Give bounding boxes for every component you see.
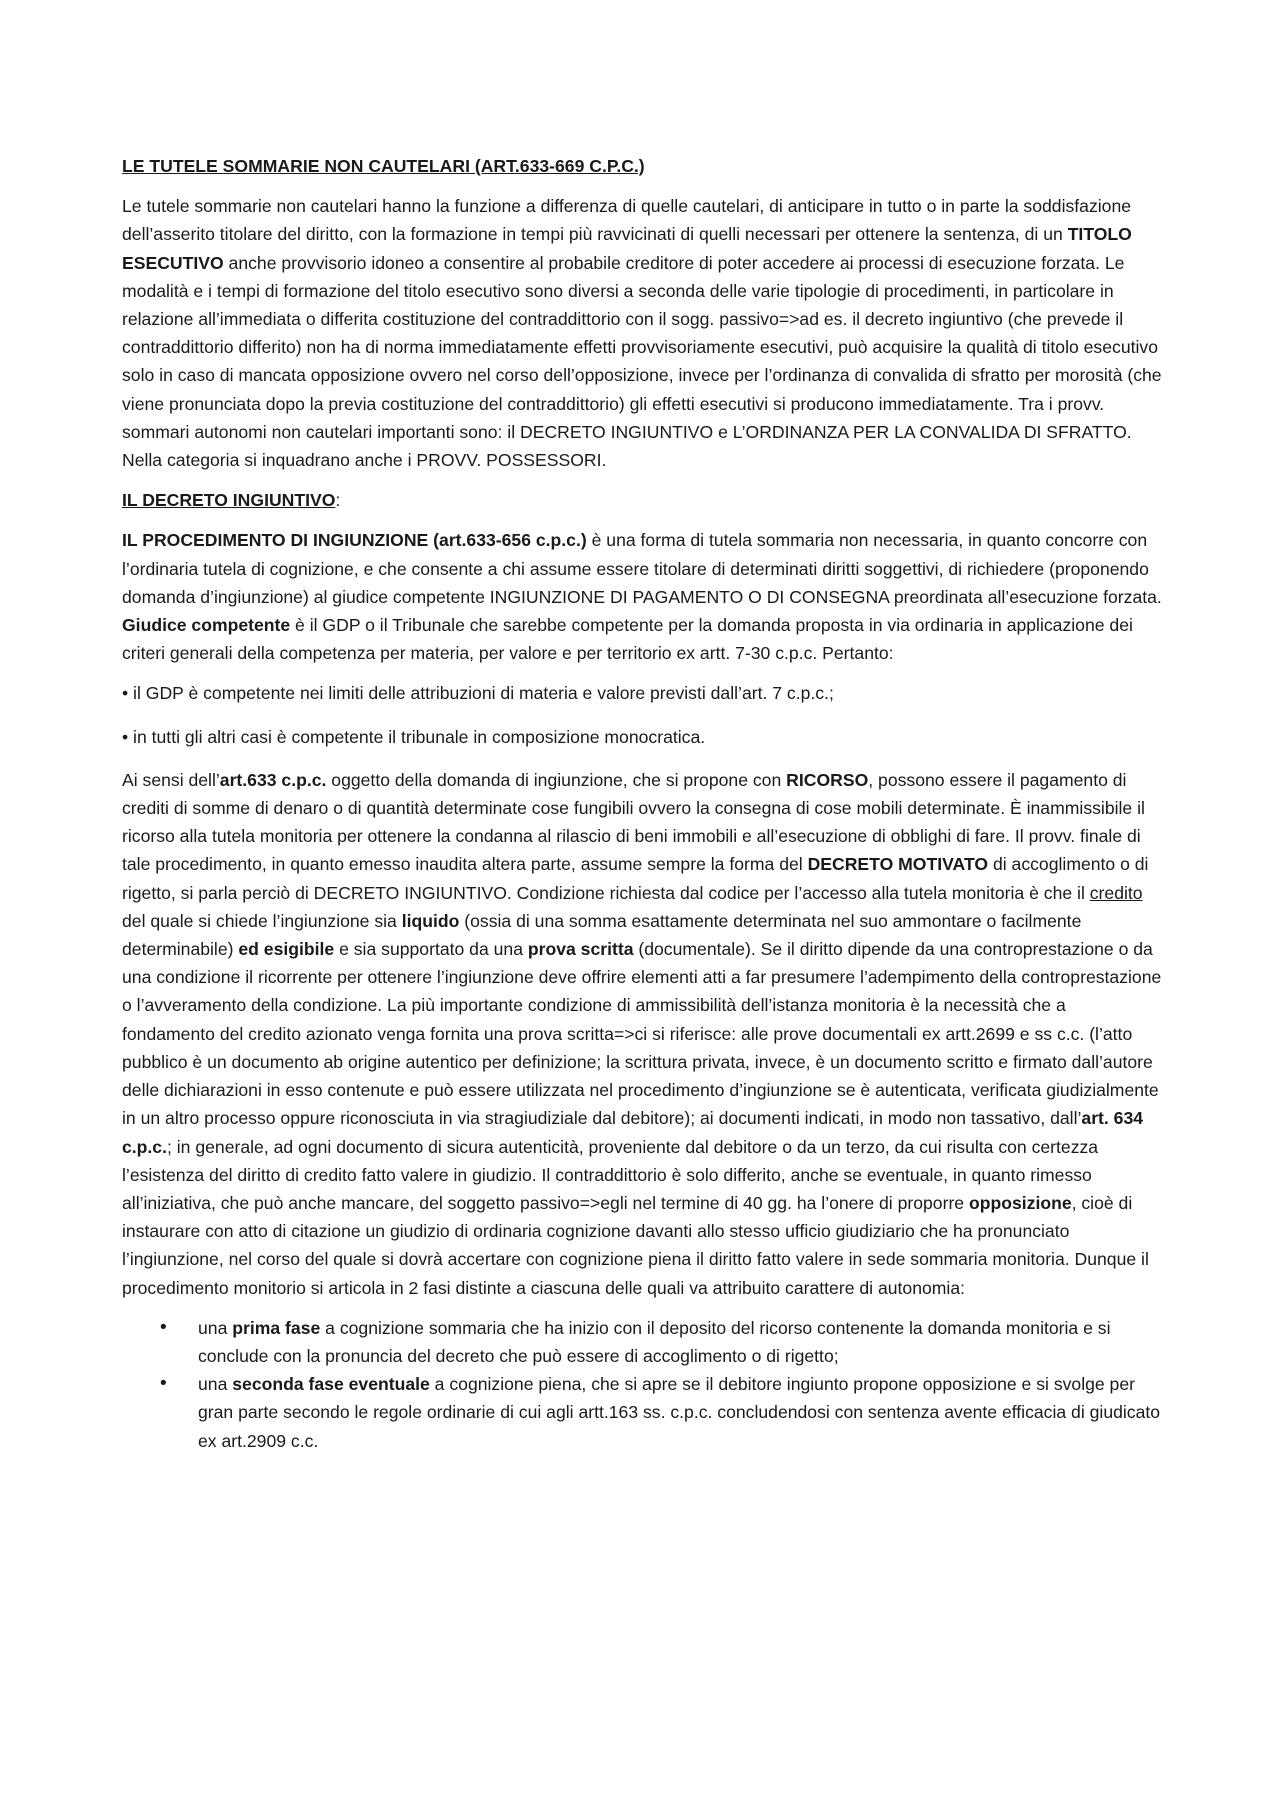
procedimento-paragraph <box>122 526 1162 667</box>
art633-text-9: , cioè di instaurare con atto di citazione un giudizio di ordinaria cognizione davanti allo stesso ufficio giudiziario che ha pronunciato l’ingiunzione, nel corso del quale si dovrà accertare con cognizione piena il diritto fatto valere in sede sommaria monitoria. Dunque il procedimento monitorio si articola in 2 fasi distinte a ciascuna delle quali va attribuito carattere di autonomia: <box>122 1192 1149 1298</box>
art633-text-8: ; in generale, ad ogni documento di sicura autenticità, proveniente dal debitore o da un terzo, da cui risulta con certezza l’esistenza del diritto di credito fatto valere in giudizio. Il contraddittorio è solo differito, anche se eventuale, in quanto rimesso all’iniziativa, che può anche mancare, del soggetto passivo=>egli nel termine di 40 gg. ha l’onere di proporre <box>122 1136 1099 1213</box>
art633-bold-ricorso: RICORSO <box>786 769 869 790</box>
art633-bold-decreto-motivato: DECRETO MOTIVATO <box>807 854 989 875</box>
procedimento-text-2: è il GDP o il Tribunale che sarebbe competente per la domanda proposta in via ordinaria in applicazione dei criteri generali della competenza per materia, per valore e per territorio ex artt. 7-30 c.p.c. Pertanto: <box>122 615 1133 664</box>
phase-first-post: a cognizione sommaria che ha inizio con il deposito del ricorso contenente la domanda monitoria e si conclude con la pronuncia del decreto che può essere di accoglimento o di rigetto; <box>198 1317 1111 1366</box>
phase-second-post: a cognizione piena, che si apre se il debitore ingiunto propone opposizione e si svolge per gran parte secondo le regole ordinarie di cui agli artt.163 ss. c.p.c. concludendosi con sentenza avente efficacia di giudicato ex art.2909 c.c. <box>198 1374 1161 1451</box>
art633-text-2: , possono essere il pagamento di crediti di somme di denaro o di quantità determinate cose fungibili ovvero la consegna di cose mobili determinate. È inammissibile il ricorso alla tutela monitoria per ottenere la condanna al rilascio di beni immobili e all’esecuzione di obblighi di fare. Il provv. finale di tale procedimento, in quanto emesso inaudita altera parte, assume sempre la forma del <box>122 769 1145 875</box>
phase-first-pre: una <box>198 1317 233 1338</box>
art633-text-7: (documentale). Se il diritto dipende da una controprestazione o da una condizione il ricorrente per ottenere l’ingiunzione deve offrire elementi atti a far presumere l’adempimento della controprestazione o l’avveramento della condizione. La più importante condizione di ammissibilità dell’istanza monitoria è la necessità che a fondamento del credito azionato venga fornita una prova scritta=>ci si riferisce: alle prove documentali ex artt.2699 e ss c.c. (l’atto pubblico è un documento ab origine autentico per definizione; la scrittura privata, invece, è un documento scritto e firmato dall’autore delle dichiarazioni in esso contenute e può essere utilizzata nel procedimento d’ingiunzione se è autenticata, verificata giudizialmente in un altro processo oppure riconosciuta in via stragiudiziale dal debitore); ai documenti indicati, in modo non tassativo, dall’ <box>122 939 1162 1129</box>
phase-second-pre: una <box>198 1374 233 1395</box>
competence-bullet-gdp: • il GDP è competente nei limiti delle attribuzioni di materia e valore previsti dall’art. 7 c.p.c.; <box>122 683 834 704</box>
art633-bold-art634: art. 634 c.p.c. <box>122 1108 1144 1157</box>
phase-second-bold: seconda fase eventuale <box>232 1374 430 1395</box>
phase-item-second <box>198 1370 1162 1455</box>
section-heading-text: IL DECRETO INGIUNTIVO <box>122 490 336 511</box>
document-title: LE TUTELE SOMMARIE NON CAUTELARI (ART.633-669 C.P.C.) <box>122 156 645 176</box>
art633-bold-esigibile: ed esigibile <box>238 939 335 960</box>
art633-text-6: e sia supportato da una <box>334 939 528 960</box>
intro-text-2: anche provvisorio idoneo a consentire al probabile creditore di poter accedere ai processi di esecuzione forzata. Le modalità e i tempi di formazione del titolo esecutivo sono diversi a seconda delle varie tipologie di procedimenti, in particolare in relazione all’immediata o differita costituzione del contraddittorio con il sogg. passivo=>ad es. il decreto ingiuntivo (che prevede il contraddittorio differito) non ha di norma immediatamente effetti provvisoriamente esecutivi, può acquisire la qualità di titolo esecutivo solo in caso di mancata opposizione ovvero nel corso dell’opposizione, invece per l’ordinanza di convalida di sfratto per morosità (che viene pronunciata dopo la previa costituzione del contraddittorio) gli effetti esecutivi si producono immediatamente. Tra i provv. sommari autonomi non cautelari importanti sono: il DECRETO INGIUNTIVO e L’ORDINANZA PER LA CONVALIDA DI SFRATTO. Nella categoria si inquadrano anche i PROVV. POSSESSORI. <box>122 252 1162 471</box>
art633-bold-prova-scritta: prova scritta <box>527 939 634 960</box>
section-heading-colon: : <box>335 490 341 511</box>
art633-text-1: oggetto della domanda di ingiunzione, che si propone con <box>326 769 787 790</box>
intro-paragraph <box>122 192 1162 474</box>
art633-bold-liquido: liquido <box>401 910 460 931</box>
document-page <box>122 152 1162 1455</box>
art633-bold-article: art.633 c.p.c. <box>219 769 327 790</box>
procedimento-bold-title: IL PROCEDIMENTO DI INGIUNZIONE (art.633-656 c.p.c.) <box>122 530 587 551</box>
procedimento-bold-giudice: Giudice competente <box>122 615 291 636</box>
art633-text-3: di accoglimento o di rigetto, si parla perciò di DECRETO INGIUNTIVO. Condizione richiesta dal codice per l’accesso alla tutela monitoria è che il <box>122 854 1149 903</box>
art633-text-4: del quale si chiede l’ingiunzione sia <box>122 910 402 931</box>
competence-bullet-tribunale: • in tutti gli altri casi è competente il tribunale in composizione monocratica. <box>122 726 706 747</box>
art633-bold-opposizione: opposizione <box>968 1192 1072 1213</box>
phase-item-first <box>198 1314 1162 1370</box>
phases-list <box>122 1314 1162 1455</box>
phase-first-bold: prima fase <box>232 1317 321 1338</box>
art633-text-0: Ai sensi dell’ <box>122 769 220 790</box>
art633-paragraph <box>122 766 1162 1302</box>
intro-text-1: Le tutele sommarie non cautelari hanno la funzione a differenza di quelle cautelari, di anticipare in tutto o in parte la soddisfazione dell’asserito titolare del diritto, con la formazione in tempi più ravvicinati di quelli necessari per ottenere la sentenza, di un <box>122 196 1132 245</box>
section-heading-decreto <box>122 486 1162 514</box>
procedimento-text-1: è una forma di tutela sommaria non necessaria, in quanto concorre con l’ordinaria tutela di cognizione, e che consente a chi assume essere titolare di determinati diritti soggettivi, di richiedere (proponendo domanda d’ingiunzione) al giudice competente INGIUNZIONE DI PAGAMENTO O DI CONSEGNA preordinata all’esecuzione forzata. <box>122 530 1162 607</box>
intro-bold-titolo-esecutivo: TITOLO ESECUTIVO <box>122 224 1132 273</box>
art633-text-5: (ossia di una somma esattamente determinata nel suo ammontare o facilmente determinabile) <box>122 910 1082 960</box>
art633-underline-credito: credito <box>1089 882 1143 903</box>
